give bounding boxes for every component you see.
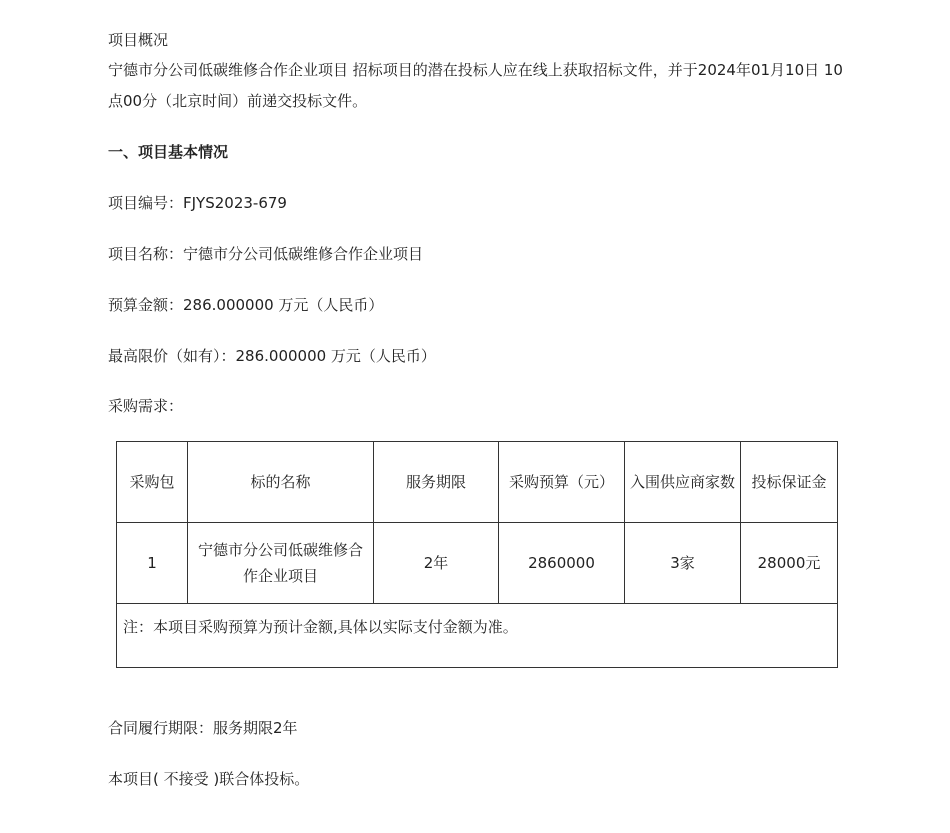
- budget-amount: 预算金额：286.000000 万元（人民币）: [108, 296, 384, 314]
- header-cell: 采购预算（元）: [499, 442, 625, 523]
- max-price: 最高限价（如有）：286.000000 万元（人民币）: [108, 347, 436, 365]
- overview-text-line2: 点00分（北京时间）前递交投标文件。: [108, 92, 368, 110]
- table-note: 注：本项目采购预算为预计金额,具体以实际支付金额为准。: [117, 604, 838, 668]
- table-cell: 28000元: [741, 523, 838, 604]
- header-cell: 标的名称: [188, 442, 374, 523]
- overview-heading: 项目概况: [108, 31, 169, 49]
- requirement-label: 采购需求：: [108, 397, 184, 415]
- table-cell: 2年: [374, 523, 499, 604]
- contract-period: 合同履行期限：服务期限2年: [108, 719, 298, 737]
- procurement-table: [116, 441, 838, 668]
- overview-text-line1: 宁德市分公司低碳维修合作企业项目 招标项目的潜在投标人应在线上获取招标文件，并于2024年01月10日 10: [108, 61, 843, 79]
- header-cell: 服务期限: [374, 442, 499, 523]
- table-row: [117, 523, 838, 604]
- table-header-row: [117, 442, 838, 523]
- header-cell: 投标保证金: [741, 442, 838, 523]
- table-cell: 3家: [625, 523, 741, 604]
- table-note-row: [117, 604, 838, 668]
- project-name: 项目名称：宁德市分公司低碳维修合作企业项目: [108, 245, 424, 263]
- table-cell: 2860000: [499, 523, 625, 604]
- header-cell: 采购包: [117, 442, 188, 523]
- section-title: 一、项目基本情况: [108, 143, 229, 161]
- table-cell: 1: [117, 523, 188, 604]
- project-number: 项目编号：FJYS2023-679: [108, 194, 287, 212]
- table-cell: 宁德市分公司低碳维修合作企业项目: [188, 523, 374, 604]
- consortium-statement: 本项目( 不接受 )联合体投标。: [108, 770, 310, 788]
- header-cell: 入围供应商家数: [625, 442, 741, 523]
